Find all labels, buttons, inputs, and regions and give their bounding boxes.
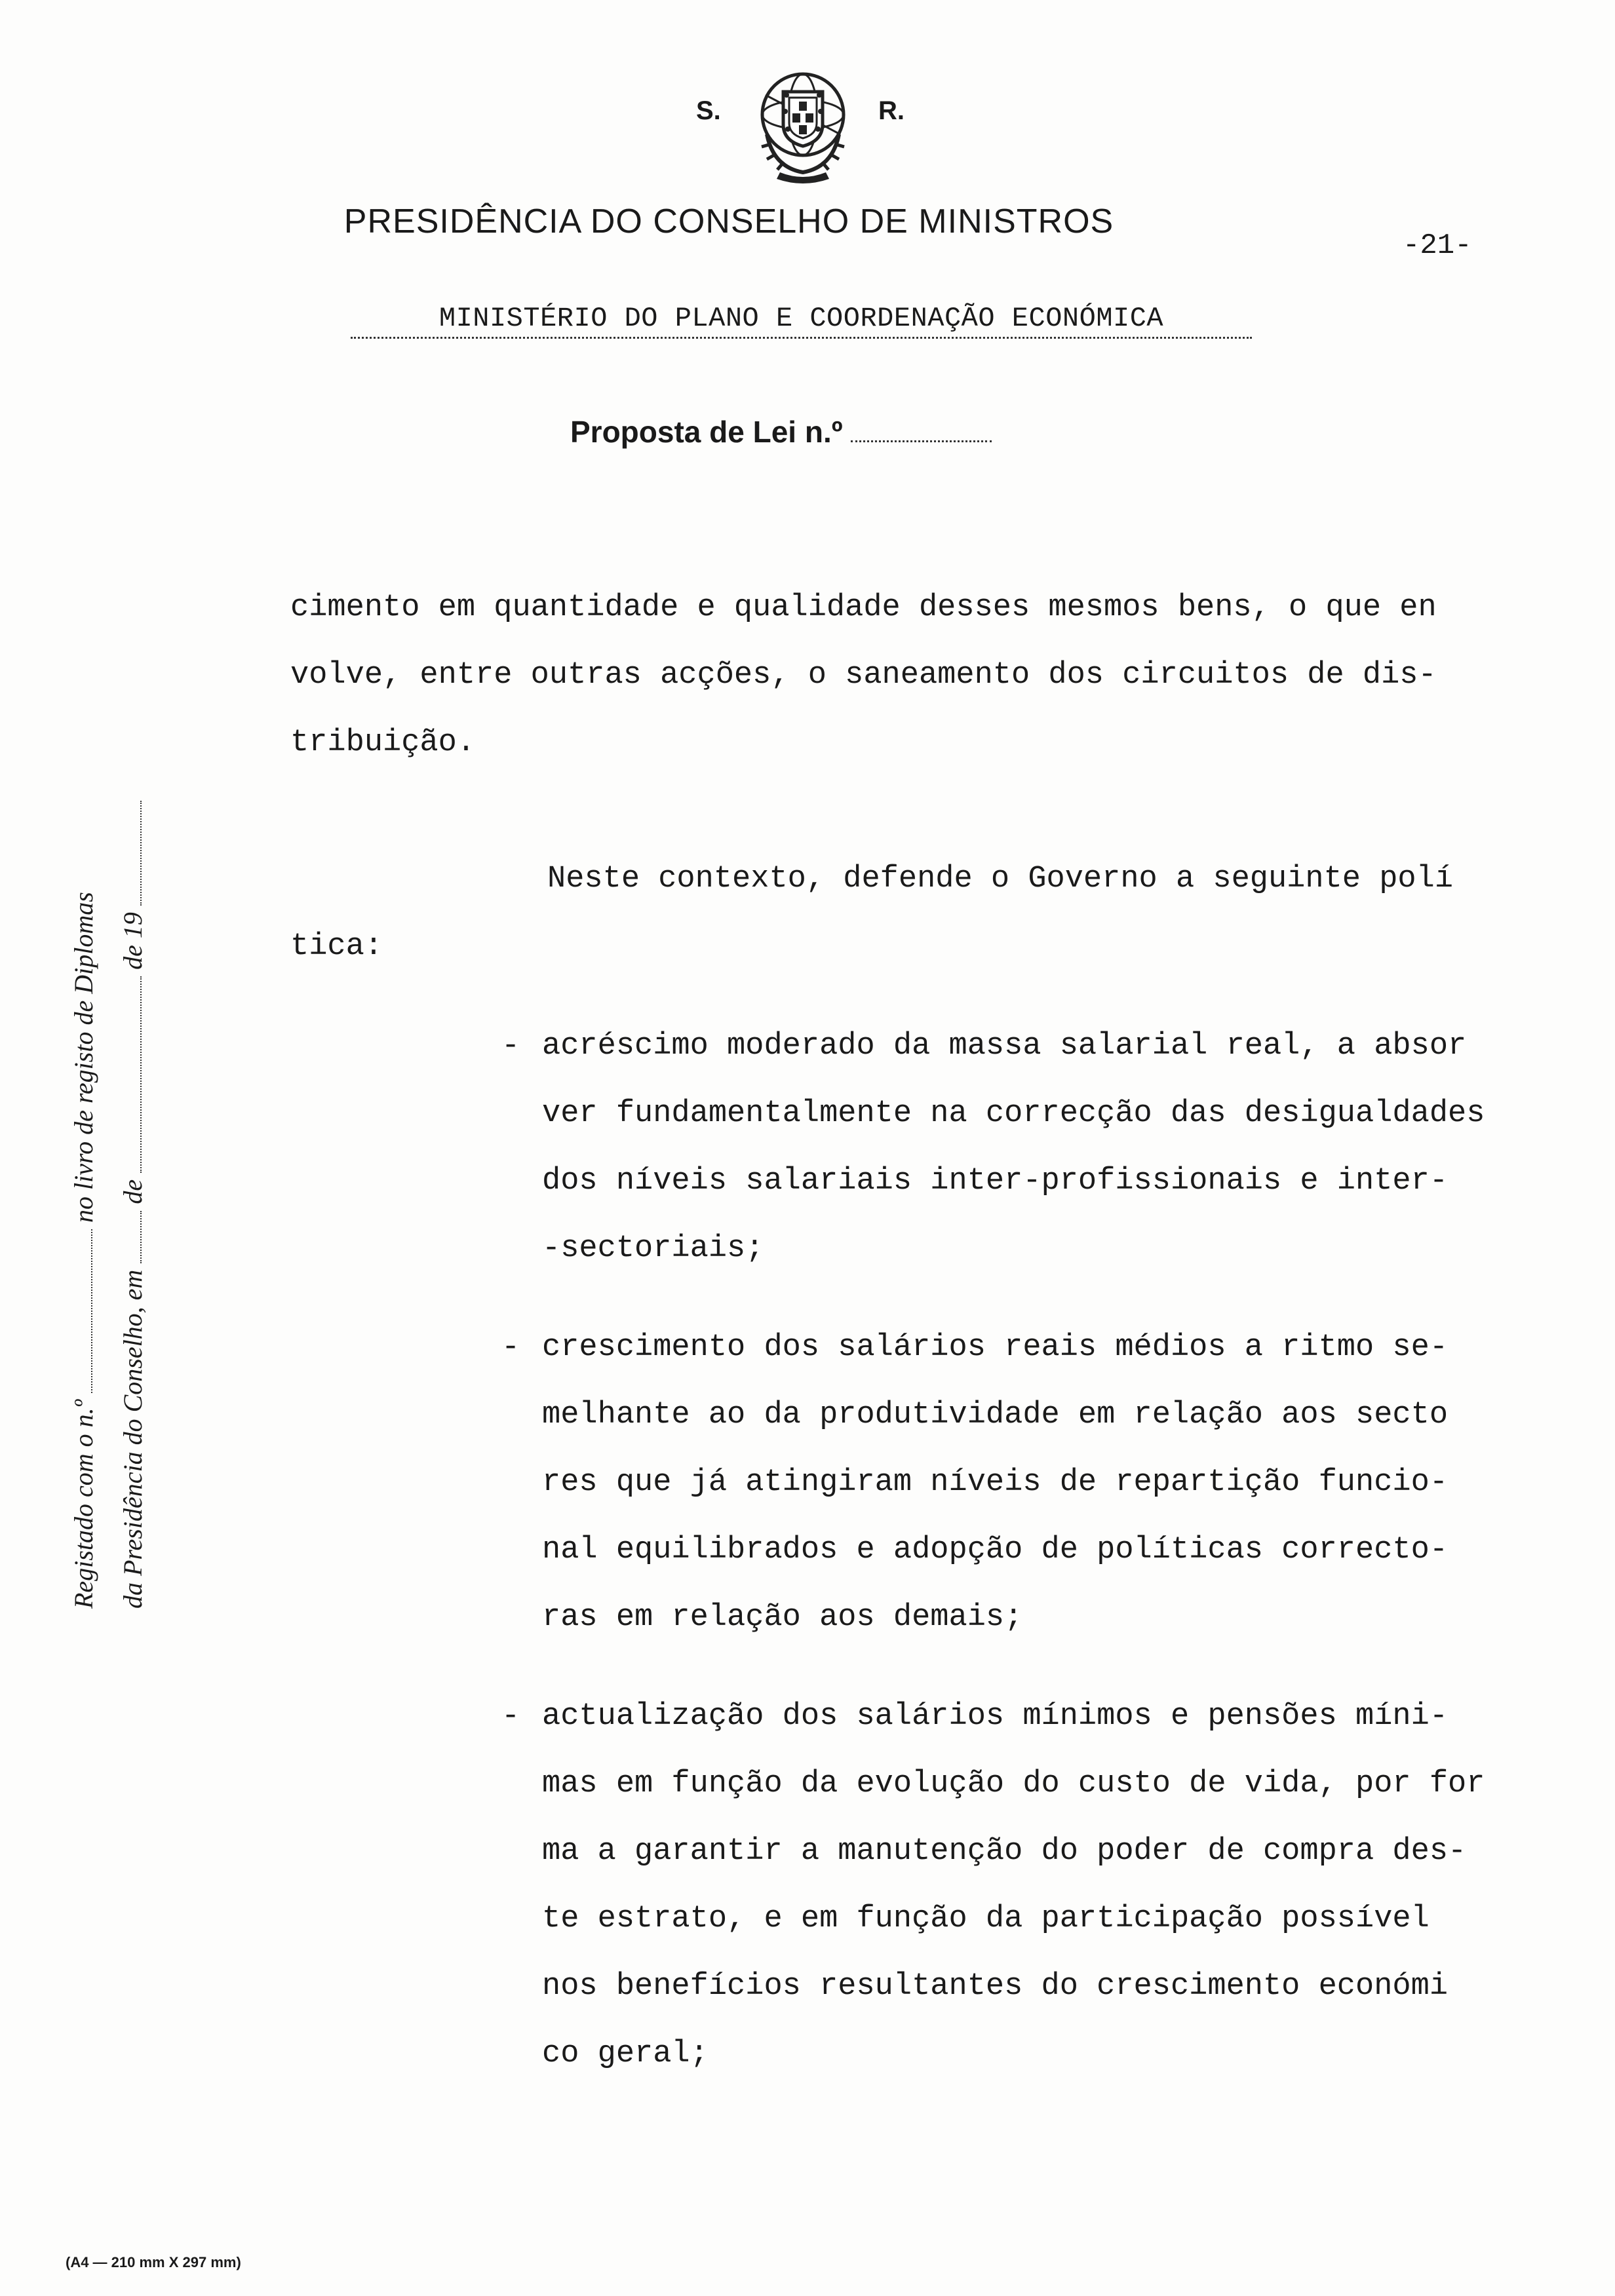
intro-paragraph bbox=[290, 574, 1549, 776]
policy-item bbox=[501, 1012, 1485, 1282]
text-line: res que já atingiram níveis de repartição funcio- bbox=[542, 1465, 1449, 1500]
crest-row bbox=[0, 62, 1615, 187]
text-line: melhante ao da produtividade em relação aos secto bbox=[542, 1398, 1449, 1432]
proposal-number-blank bbox=[851, 421, 992, 442]
ministry-heading: MINISTÉRIO DO PLANO E COORDENAÇÃO ECONÓMICA bbox=[351, 303, 1252, 339]
context-line-continued: tica: bbox=[290, 929, 383, 964]
text-line: -sectoriais; bbox=[542, 1231, 764, 1266]
list-dash: - bbox=[501, 1330, 520, 1365]
proposal-label: Proposta de Lei n.º bbox=[570, 415, 843, 449]
text-line: tribuição. bbox=[290, 725, 476, 760]
stamp-blank bbox=[125, 976, 142, 1173]
stamp-text: de bbox=[118, 1179, 147, 1204]
coat-of-arms-icon bbox=[747, 62, 859, 183]
text-line: te estrato, e em função da participação possível bbox=[542, 1902, 1430, 1936]
crest-letter-s: S. bbox=[696, 96, 721, 125]
text-line: ma a garantir a manutenção do poder de compra des- bbox=[542, 1834, 1467, 1869]
context-line: Neste contexto, defende o Governo a seguinte polí bbox=[547, 862, 1454, 896]
text-line: nos benefícios resultantes do crescimento económi bbox=[542, 1969, 1449, 2004]
text-line: actualização dos salários mínimos e pensões míni- bbox=[542, 1699, 1449, 1734]
text-line: dos níveis salariais inter-profissionais e inter- bbox=[542, 1164, 1449, 1198]
text-line: ver fundamentalmente na correcção das desigualdades bbox=[542, 1096, 1485, 1131]
list-dash: - bbox=[501, 1699, 520, 1734]
text-line: ras em relação aos demais; bbox=[542, 1600, 1023, 1635]
text-line: co geral; bbox=[542, 2037, 709, 2071]
stamp-blank bbox=[125, 801, 142, 906]
stamp-line-2 bbox=[108, 704, 157, 1609]
policy-item bbox=[501, 1683, 1485, 2088]
text-line: mas em função da evolução do custo de vida, por for bbox=[542, 1767, 1485, 1801]
text-line: acréscimo moderado da massa salarial real, a absor bbox=[542, 1029, 1467, 1063]
paper-size-note: (A4 — 210 mm X 297 mm) bbox=[66, 2254, 241, 2270]
text-line: nal equilibrados e adopção de políticas correcto- bbox=[542, 1533, 1449, 1567]
list-dash: - bbox=[501, 1029, 520, 1063]
stamp-blank bbox=[75, 1229, 92, 1393]
stamp-text: no livro de registo de Diplomas bbox=[69, 892, 98, 1223]
registration-stamp bbox=[59, 704, 157, 1609]
stamp-line-1 bbox=[59, 704, 108, 1609]
page-title: PRESIDÊNCIA DO CONSELHO DE MINISTROS bbox=[343, 202, 1114, 240]
stamp-text: da Presidência do Conselho, em bbox=[118, 1269, 147, 1609]
text-line: crescimento dos salários reais médios a ritmo se- bbox=[542, 1330, 1449, 1365]
crest-letter-r: R. bbox=[878, 96, 905, 125]
stamp-text: de 19 bbox=[118, 912, 147, 970]
text-line: volve, entre outras acções, o saneamento dos circuitos de dis- bbox=[290, 658, 1437, 693]
proposal-heading bbox=[570, 414, 992, 450]
text-line: cimento em quantidade e qualidade desses mesmos bens, o que en bbox=[290, 590, 1437, 625]
page-number: -21- bbox=[1403, 229, 1472, 262]
policy-item bbox=[501, 1314, 1448, 1651]
stamp-blank bbox=[125, 1211, 142, 1263]
stamp-text: Registado com o n.º bbox=[69, 1399, 98, 1609]
